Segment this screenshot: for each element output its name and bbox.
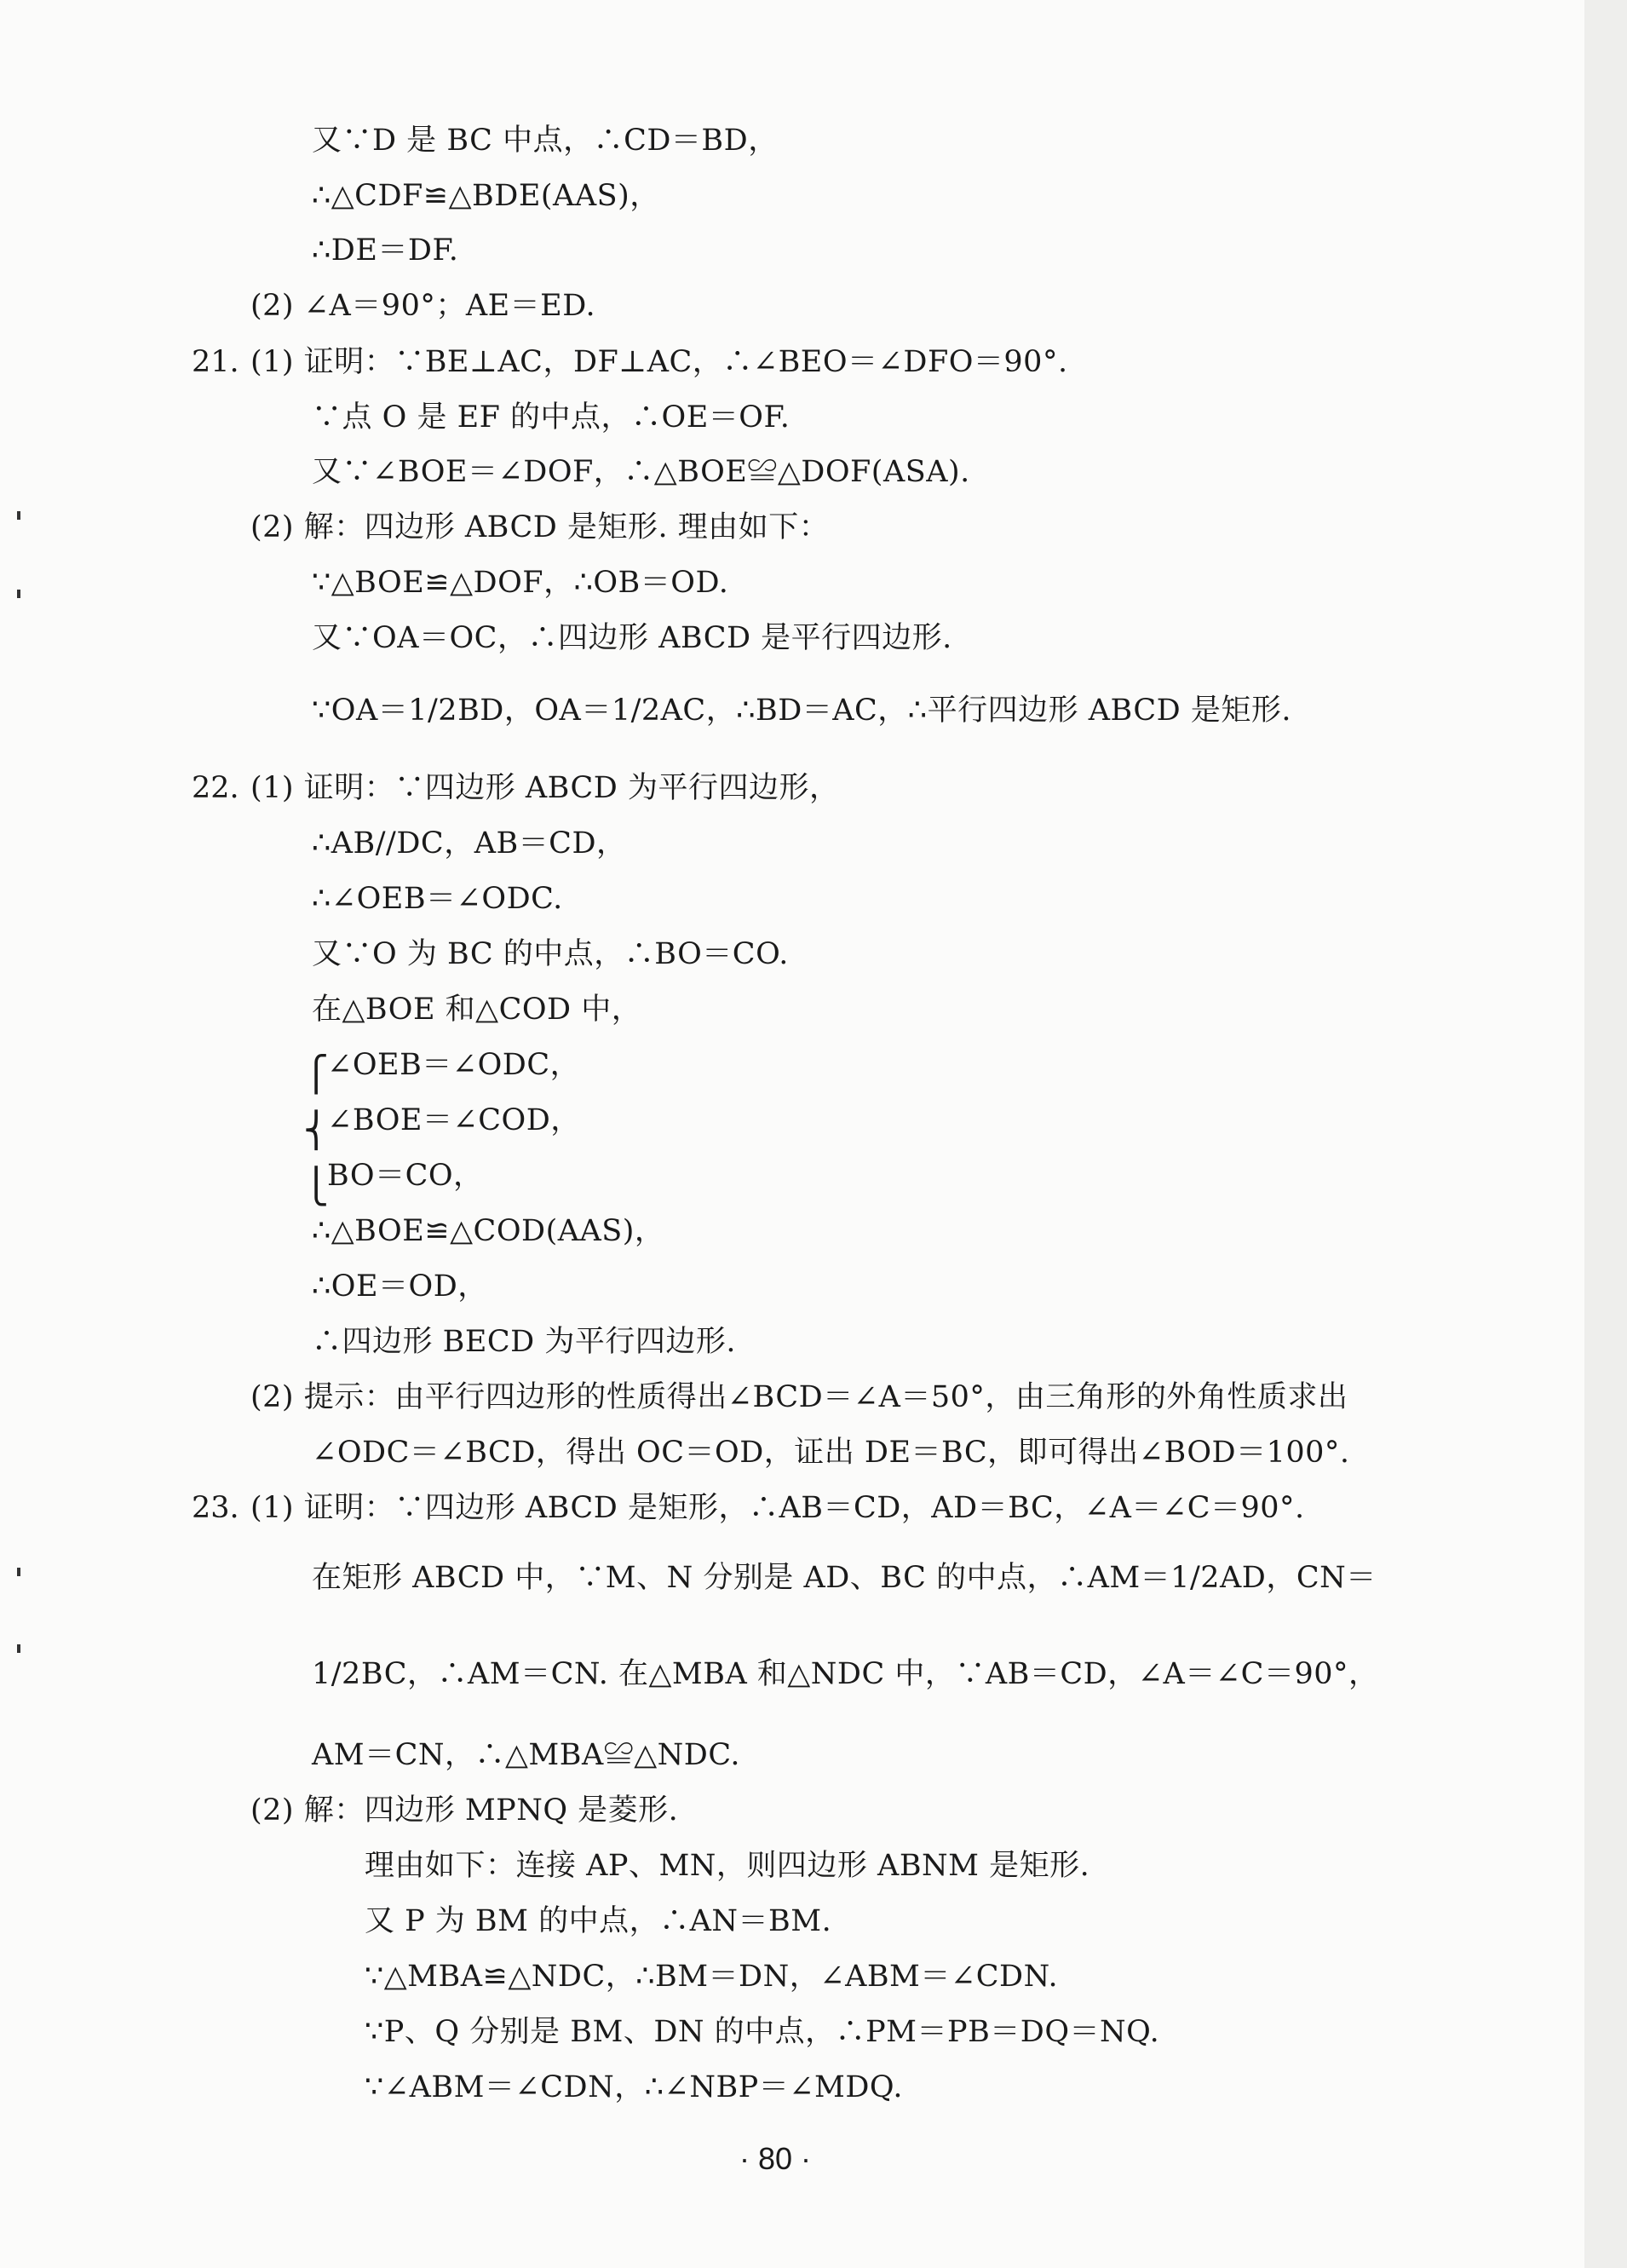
text-line: (2) ∠A＝90°；AE＝ED. bbox=[250, 289, 596, 323]
text-line: ∴△BOE≌△COD(AAS)， bbox=[312, 1214, 665, 1248]
text-line: 又∵O 为 BC 的中点，∴BO＝CO. bbox=[312, 937, 789, 971]
text-line: (1) 证明：∵四边形 ABCD 是矩形，∴AB＝CD，AD＝BC，∠A＝∠C＝90°. bbox=[250, 1491, 1305, 1525]
margin-mark bbox=[17, 1644, 20, 1653]
text-line: 又∵∠BOE＝∠DOF，∴△BOE≌△DOF(ASA). bbox=[312, 455, 970, 489]
text-line: (1) 证明：∵四边形 ABCD 为平行四边形， bbox=[250, 771, 840, 805]
brace-icon: ⎧ ⎨ ⎩ bbox=[303, 1055, 329, 1206]
text-line: ∠BOE＝∠COD， bbox=[327, 1103, 581, 1137]
text-line: ∠ODC＝∠BCD，得出 OC＝OD，证出 DE＝BC，即可得出∠BOD＝100°. bbox=[312, 1436, 1350, 1470]
text-line: (2) 解：四边形 ABCD 是矩形. 理由如下： bbox=[250, 510, 830, 544]
text-line: ∴四边形 BECD 为平行四边形. bbox=[312, 1325, 736, 1359]
text-line: 又∵D 是 BC 中点，∴CD＝BD， bbox=[312, 124, 779, 158]
text-line: 又∵OA＝OC，∴四边形 ABCD 是平行四边形. bbox=[312, 621, 952, 655]
text-line: ∵△BOE≌△DOF，∴OB＝OD. bbox=[312, 566, 729, 600]
question-number: 21. bbox=[192, 345, 239, 379]
text-line: ∵△MBA≌△NDC，∴BM＝DN，∠ABM＝∠CDN. bbox=[365, 1960, 1059, 1994]
margin-mark bbox=[17, 511, 20, 520]
text-line: 理由如下：连接 AP、MN，则四边形 ABNM 是矩形. bbox=[365, 1849, 1090, 1883]
margin-mark bbox=[17, 590, 20, 598]
text-line: ∵∠ABM＝∠CDN，∴∠NBP＝∠MDQ. bbox=[365, 2070, 904, 2104]
page-edge bbox=[1584, 0, 1627, 2268]
text-line: (1) 证明：∵BE⊥AC，DF⊥AC，∴∠BEO＝∠DFO＝90°. bbox=[250, 345, 1068, 379]
text-line: ∵点 O 是 EF 的中点，∴OE＝OF. bbox=[312, 400, 791, 435]
text-line: ∠OEB＝∠ODC， bbox=[327, 1048, 581, 1082]
text-line: (2) 解：四边形 MPNQ 是菱形. bbox=[250, 1793, 679, 1828]
text-line: (2) 提示：由平行四边形的性质得出∠BCD＝∠A＝50°，由三角形的外角性质求出 bbox=[250, 1380, 1348, 1414]
text-line: AM＝CN，∴△MBA≌△NDC. bbox=[312, 1738, 741, 1772]
text-line: ∴∠OEB＝∠ODC. bbox=[312, 882, 563, 916]
text-line: 又 P 为 BM 的中点，∴AN＝BM. bbox=[365, 1904, 832, 1938]
text-line: ∴△CDF≌△BDE(AAS)， bbox=[312, 179, 660, 213]
page-number: · 80 · bbox=[739, 2141, 812, 2176]
text-line: ∴OE＝OD， bbox=[312, 1269, 488, 1304]
question-number: 22. bbox=[192, 771, 239, 805]
text-line: BO＝CO， bbox=[327, 1159, 484, 1193]
text-line: ∴AB//DC，AB＝CD， bbox=[312, 826, 627, 861]
text-line: 在矩形 ABCD 中，∵M、N 分别是 AD、BC 的中点，∴AM＝1/2AD，CN＝ bbox=[312, 1561, 1377, 1595]
text-line: ∵P、Q 分别是 BM、DN 的中点，∴PM＝PB＝DQ＝NQ. bbox=[365, 2015, 1160, 2049]
text-line: ∴DE＝DF. bbox=[312, 233, 459, 268]
margin-mark bbox=[17, 1568, 20, 1576]
text-line: 在△BOE 和△COD 中， bbox=[312, 993, 642, 1027]
text-line: 1/2BC，∴AM＝CN. 在△MBA 和△NDC 中，∵AB＝CD，∠A＝∠C＝90°， bbox=[312, 1657, 1379, 1691]
text-line: ∵OA＝1/2BD，OA＝1/2AC，∴BD＝AC，∴平行四边形 ABCD 是矩形. bbox=[312, 694, 1291, 728]
question-number: 23. bbox=[192, 1491, 239, 1525]
